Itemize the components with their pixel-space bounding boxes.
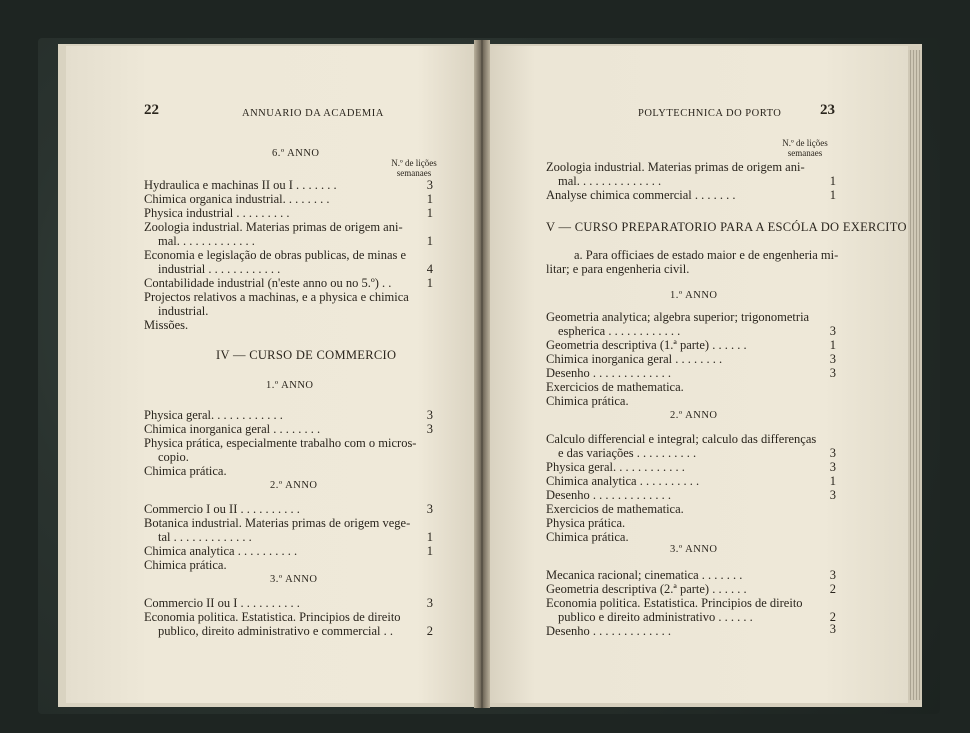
text-line: Economia politica. Estatistica. Principios de direito	[144, 610, 401, 624]
text-line: Chimica inorganica geral . . . . . . . .	[144, 422, 321, 436]
text-line: Desenho . . . . . . . . . . . . .	[546, 366, 671, 380]
book-gutter	[474, 40, 490, 708]
page-edges	[908, 50, 922, 700]
year-heading: 1.º ANNO	[266, 380, 314, 391]
lesson-count: 3	[426, 408, 433, 422]
lesson-count: 2	[829, 582, 836, 596]
text-line: Economia e legislação de obras publicas, de minas e	[144, 248, 407, 262]
lesson-count: 3	[426, 596, 433, 610]
text-line: Chimica prática.	[144, 464, 227, 478]
text-line: industrial . . . . . . . . . . . .	[158, 262, 281, 276]
year-heading: 1.º ANNO	[670, 290, 718, 301]
text-line: Physica industrial . . . . . . . . .	[144, 206, 290, 220]
lesson-count: 3	[829, 352, 836, 366]
text-line: Desenho . . . . . . . . . . . . .	[546, 624, 671, 638]
lesson-count: 3	[829, 366, 836, 380]
text-line: Chimica analytica . . . . . . . . . .	[546, 474, 700, 488]
text-line: Analyse chimica commercial . . . . . . .	[546, 188, 736, 202]
column-header-line2: semanaes	[787, 148, 823, 158]
text-line: Economia politica. Estatistica. Principios de direito	[546, 596, 803, 610]
text-line: Exercicios de mathematica.	[546, 380, 684, 394]
lesson-count: 3	[426, 422, 433, 436]
text-line: Physica prática, especialmente trabalho com o micros-	[144, 436, 417, 450]
text-line: a. Para officiaes de estado maior e de engenheria mi-	[574, 248, 839, 262]
lesson-count: 3	[829, 622, 836, 636]
lesson-count: 1	[426, 276, 433, 290]
lesson-count: 1	[426, 206, 433, 220]
column-header-line2: semanaes	[396, 168, 432, 178]
text-line: publico, direito administrativo e commercial . .	[158, 624, 394, 638]
text-line: mal. . . . . . . . . . . . .	[158, 234, 255, 248]
text-line: Desenho . . . . . . . . . . . . .	[546, 488, 671, 502]
text-line: tal . . . . . . . . . . . . .	[158, 530, 252, 544]
text-line: Exercicios de mathematica.	[546, 502, 684, 516]
text-line: Zoologia industrial. Materias primas de origem ani-	[546, 160, 805, 174]
column-header-line1: N.º de lições	[782, 138, 828, 148]
year-heading: 3.º ANNO	[270, 574, 318, 585]
text-line: industrial.	[158, 304, 209, 318]
lesson-count: 3	[426, 178, 433, 192]
text-line: Physica geral. . . . . . . . . . . .	[144, 408, 283, 422]
text-line: mal. . . . . . . . . . . . . .	[558, 174, 662, 188]
section-heading: V — CURSO PREPARATORIO PARA A ESCÓLA DO EXERCITO	[546, 220, 907, 234]
year-heading: 2.º ANNO	[670, 410, 718, 421]
text-line: espherica . . . . . . . . . . . .	[558, 324, 681, 338]
text-line: Chimica analytica . . . . . . . . . .	[144, 544, 298, 558]
column-header	[774, 138, 836, 158]
text-line: Contabilidade industrial (n'este anno ou no 5.º) . .	[144, 276, 392, 290]
year-heading: 6.º ANNO	[272, 148, 320, 159]
lesson-count: 3	[829, 568, 836, 582]
lesson-count: 2	[829, 610, 836, 624]
running-head: ANNUARIO DA ACADEMIA	[242, 108, 384, 119]
text-line: Chimica prática.	[144, 558, 227, 572]
text-line: litar; e para engenheria civil.	[546, 262, 690, 276]
lesson-count: 1	[426, 192, 433, 206]
text-line: copio.	[158, 450, 189, 464]
text-line: Chimica prática.	[546, 394, 629, 408]
page-number: 23	[820, 102, 835, 118]
text-line: Geometria descriptiva (1.ª parte) . . . . . .	[546, 338, 747, 352]
lesson-count: 3	[829, 460, 836, 474]
lesson-count: 3	[426, 502, 433, 516]
text-line: Geometria analytica; algebra superior; trigonometria	[546, 310, 810, 324]
lesson-count: 1	[829, 474, 836, 488]
section-heading: IV — CURSO DE COMMERCIO	[216, 348, 397, 362]
text-line: Commercio I ou II . . . . . . . . . .	[144, 502, 300, 516]
year-heading: 2.º ANNO	[270, 480, 318, 491]
lesson-count: 1	[426, 544, 433, 558]
column-header-line1: N.º de lições	[391, 158, 437, 168]
text-line: Chimica prática.	[546, 530, 629, 544]
text-line: Calculo differencial e integral; calculo das differenças	[546, 432, 817, 446]
lesson-count: 2	[426, 624, 433, 638]
lesson-count: 1	[829, 174, 836, 188]
text-line: Zoologia industrial. Materias primas de origem ani-	[144, 220, 403, 234]
lesson-count: 3	[829, 488, 836, 502]
left-page	[66, 46, 480, 703]
text-line: Mecanica racional; cinematica . . . . . . .	[546, 568, 743, 582]
lesson-count: 1	[829, 338, 836, 352]
lesson-count: 1	[829, 188, 836, 202]
text-line: Chimica inorganica geral . . . . . . . .	[546, 352, 723, 366]
text-line: Geometria descriptiva (2.ª parte) . . . . . .	[546, 582, 747, 596]
text-line: Physica geral. . . . . . . . . . . .	[546, 460, 685, 474]
right-page	[484, 46, 908, 703]
lesson-count: 4	[426, 262, 433, 276]
column-header	[384, 158, 444, 178]
year-heading: 3.º ANNO	[670, 544, 718, 555]
text-line: Chimica organica industrial. . . . . . . .	[144, 192, 330, 206]
lesson-count: 3	[829, 446, 836, 460]
text-line: Commercio II ou I . . . . . . . . . .	[144, 596, 300, 610]
lesson-count: 1	[426, 530, 433, 544]
text-line: Projectos relativos a machinas, e a physica e chimica	[144, 290, 409, 304]
text-line: Physica prática.	[546, 516, 626, 530]
page-number: 22	[144, 102, 159, 118]
lesson-count: 1	[426, 234, 433, 248]
text-line: publico e direito administrativo . . . . . .	[558, 610, 753, 624]
running-head: POLYTECHNICA DO PORTO	[638, 108, 782, 119]
lesson-count: 3	[829, 324, 836, 338]
text-line: e das variações . . . . . . . . . .	[558, 446, 697, 460]
text-line: Hydraulica e machinas II ou I . . . . . . .	[144, 178, 337, 192]
text-line: Botanica industrial. Materias primas de origem vege-	[144, 516, 411, 530]
text-line: Missões.	[144, 318, 189, 332]
